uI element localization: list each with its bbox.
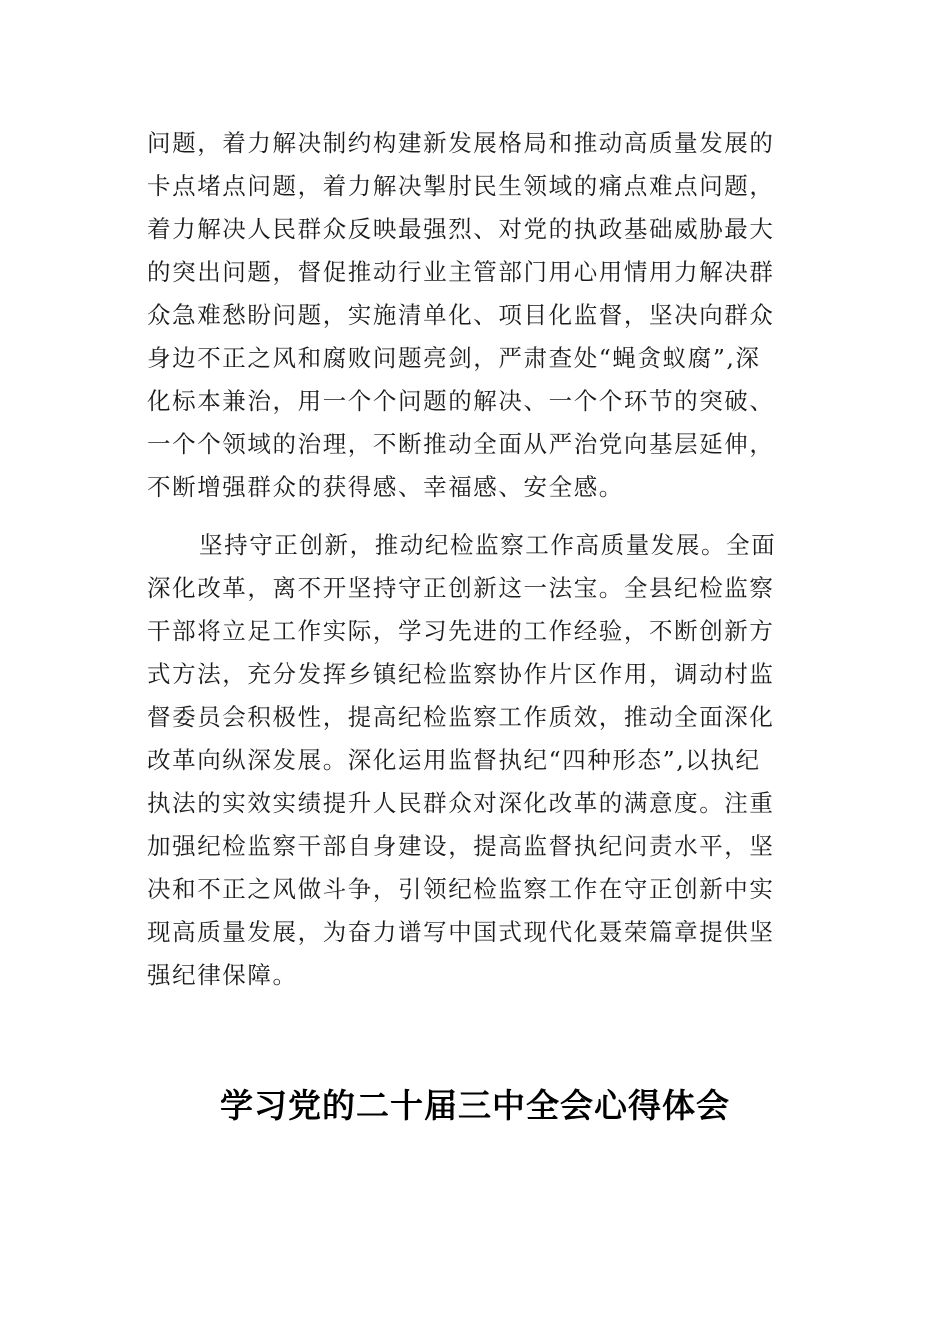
paragraph-line: 督委员会积极性，提高纪检监察工作质效，推动全面深化 [147, 703, 775, 731]
paragraph-line: 一个个领域的治理，不断推动全面从严治党向基层延伸， [147, 430, 775, 458]
paragraph-line: 不断增强群众的获得感、幸福感、安全感。 [147, 473, 624, 501]
paragraph-line: 深化改革，离不开坚持守正创新这一法宝。全县纪检监察 [147, 574, 775, 602]
section-heading: 学习党的二十届三中全会心得体会 [220, 1086, 730, 1125]
paragraph-line: 化标本兼治，用一个个问题的解决、一个个环节的突破、 [147, 387, 775, 415]
paragraph-line: 身边不正之风和腐败问题亮剑，严肃查处“蝇贪蚁腐”,深 [147, 344, 761, 372]
paragraph-line: 强纪律保障。 [147, 961, 298, 989]
paragraph-line: 众急难愁盼问题，实施清单化、项目化监督，坚决向群众 [147, 301, 775, 329]
paragraph-line: 问题，着力解决制约构建新发展格局和推动高质量发展的 [147, 129, 775, 157]
paragraph-1 [147, 122, 807, 509]
paragraph-2 [147, 524, 807, 997]
paragraph-line: 加强纪检监察干部自身建设，提高监督执纪问责水平，坚 [147, 832, 775, 860]
paragraph-line: 改革向纵深发展。深化运用监督执纪“四种形态”,以执纪 [147, 746, 761, 774]
paragraph-line: 决和不正之风做斗争，引领纪检监察工作在守正创新中实 [147, 875, 775, 903]
paragraph-line: 式方法，充分发挥乡镇纪检监察协作片区作用，调动村监 [147, 660, 775, 688]
paragraph-line: 着力解决人民群众反映最强烈、对党的执政基础威胁最大 [147, 215, 775, 243]
paragraph-line: 卡点堵点问题，着力解决掣肘民生领域的痛点难点问题， [147, 172, 775, 200]
paragraph-line: 干部将立足工作实际，学习先进的工作经验，不断创新方 [147, 617, 775, 645]
paragraph-line: 的突出问题，督促推动行业主管部门用心用情用力解决群 [147, 258, 775, 286]
paragraph-line: 坚持守正创新，推动纪检监察工作高质量发展。全面 [199, 531, 777, 559]
paragraph-line: 现高质量发展，为奋力谱写中国式现代化聂荣篇章提供坚 [147, 918, 775, 946]
paragraph-line: 执法的实效实绩提升人民群众对深化改革的满意度。注重 [147, 789, 775, 817]
